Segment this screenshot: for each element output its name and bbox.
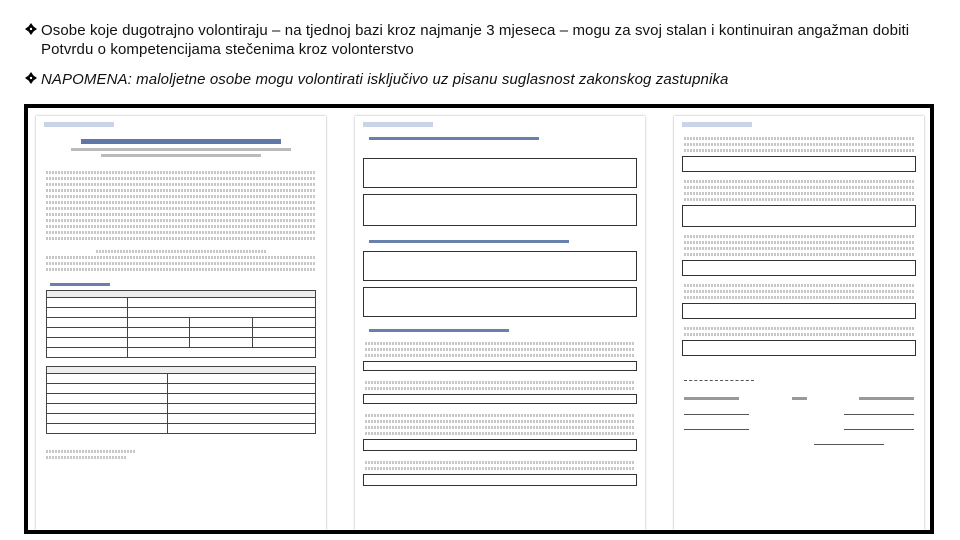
document-page-1 — [36, 116, 326, 530]
diamond-bullet-icon — [24, 22, 38, 36]
bullet-text: Osobe koje dugotrajno volontiraju – na tjednoj bazi kroz najmanje 3 mjeseca – mogu za svoj stalan i kontinuiran angažman dobiti Potvrdu o kompetencijama stečenima kroz volonterstvo — [41, 22, 910, 58]
form-table-general — [46, 290, 316, 358]
text-area — [363, 287, 637, 317]
document-page-3 — [674, 116, 924, 530]
text-area — [363, 194, 637, 226]
bullet-item — [24, 21, 944, 59]
document-page-2 — [355, 116, 645, 530]
text-area — [363, 158, 637, 188]
form-table-volunteer — [46, 366, 316, 434]
document-preview-frame — [24, 104, 934, 534]
bullet-item — [24, 70, 944, 89]
text-area — [363, 251, 637, 281]
bullet-text: NAPOMENA: maloljetne osobe mogu volontirati isključivo uz pisanu suglasnost zakonskog zastupnika — [41, 71, 729, 88]
diamond-bullet-icon — [24, 71, 38, 85]
